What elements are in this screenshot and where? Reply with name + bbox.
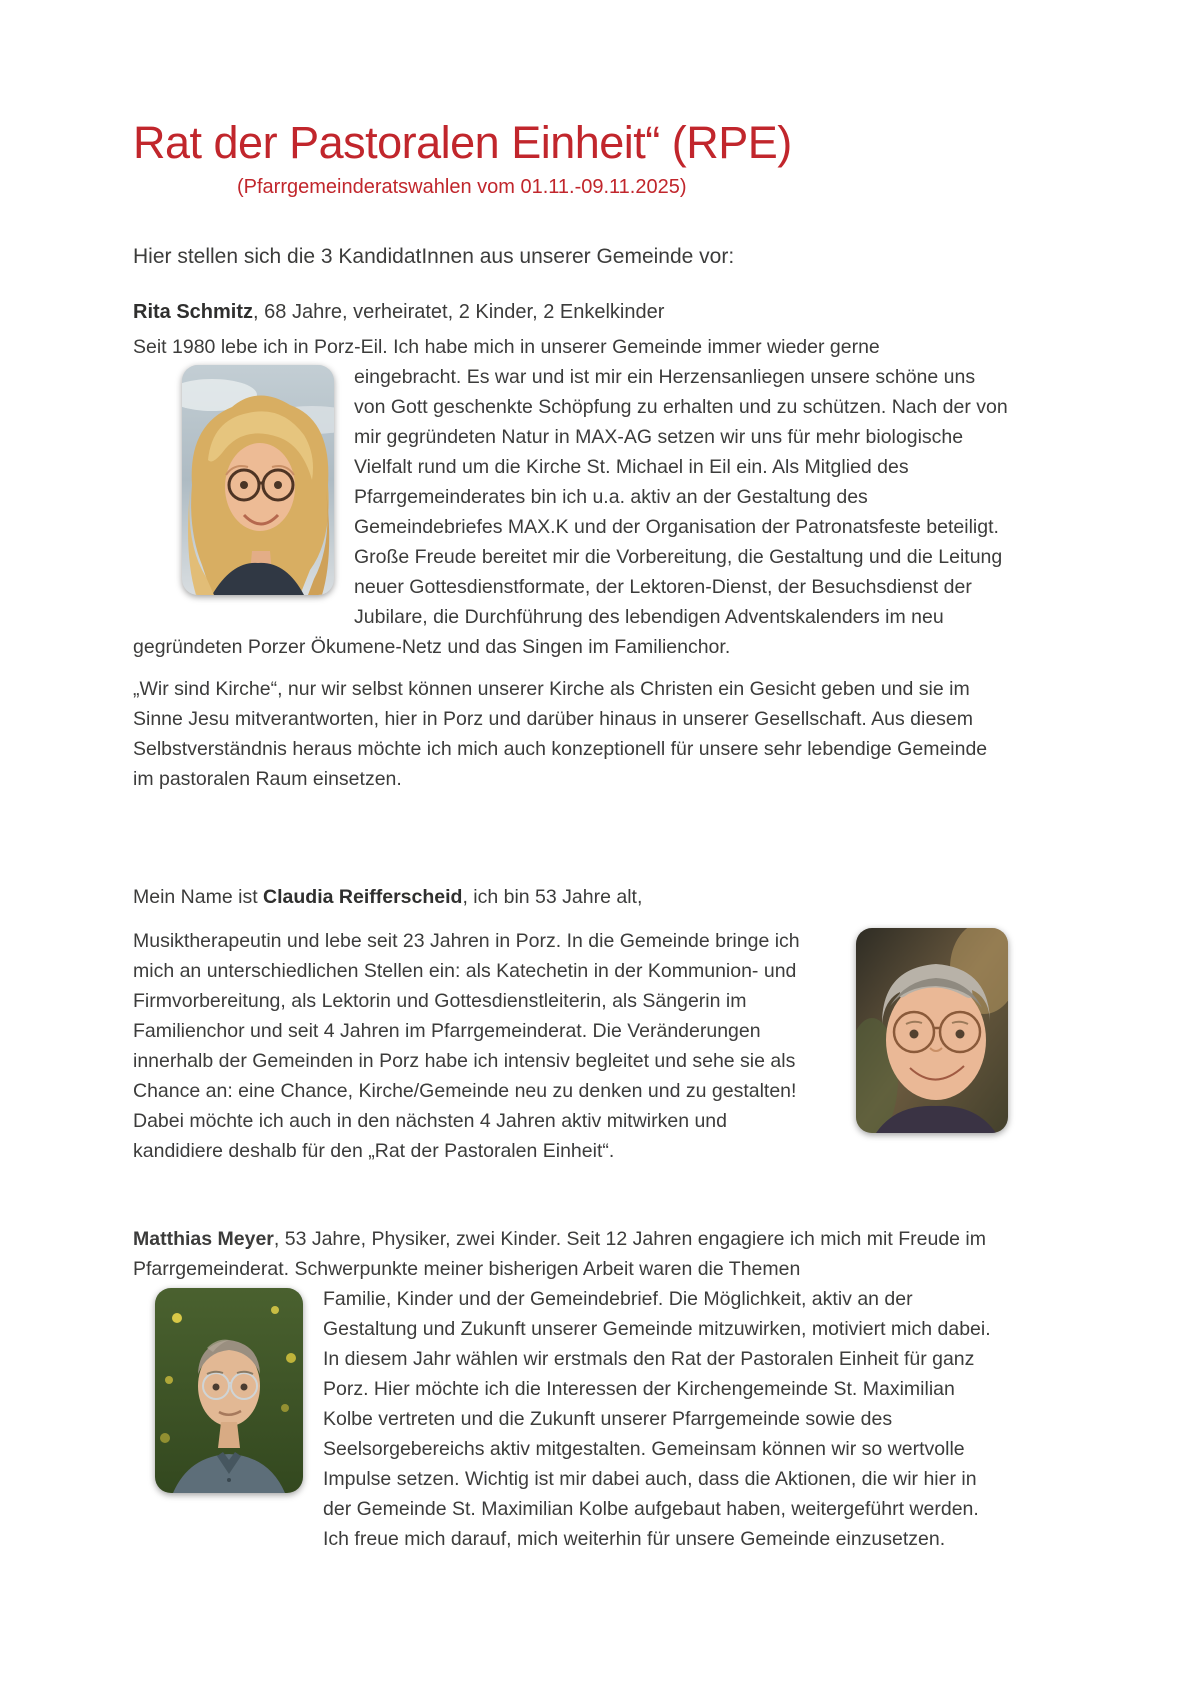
matthias-paragraph-main-text: Familie, Kinder und der Gemeindebrief. Die Möglichkeit, aktiv an der Gestaltung und Zukunft unserer Gemeinde mitzuwirken, motiviert mich dabei. In diesem Jahr wählen wir erstmals den Rat der Pastoralen Einheit für ganz Porz. Hier möchte ich die Interessen der Kirchengemeinde St. Maximilian Kolbe vertreten und die Zukunft unserer Pfarrgemeinde sowie des Seelsorgebereichs aktiv mitgestalten. Gemeinsam können wir so wertvolle Impulse setzen. Wichtig ist mir dabei auch, dass die Aktionen, die wir hier in der Gemeinde St. Maximilian Kolbe aufgebaut haben, weitergeführt werden. Ich freue mich darauf, mich weiterhin für unsere Gemeinde einzusetzen. bbox=[323, 1287, 991, 1550]
candidate-name-matthias: Matthias Meyer bbox=[133, 1227, 274, 1250]
candidate-name-rita: Rita Schmitz bbox=[133, 300, 254, 323]
candidate-details-rita: , 68 Jahre, verheiratet, 2 Kinder, 2 Enkelkinder bbox=[253, 300, 665, 323]
candidate-section-matthias bbox=[133, 1224, 1008, 1554]
candidate-section-rita bbox=[133, 301, 1008, 794]
intro-text: Hier stellen sich die 3 KandidatInnen aus unserer Gemeinde vor: bbox=[133, 244, 735, 268]
matthias-paragraph-main bbox=[133, 1284, 1008, 1554]
rita-paragraph-lead: Seit 1980 lebe ich in Porz-Eil. Ich habe mich in unserer Gemeinde immer wieder gerne bbox=[133, 335, 880, 358]
claudia-intro-prefix: Mein Name ist bbox=[133, 885, 264, 908]
claudia-intro-suffix: , ich bin 53 Jahre alt, bbox=[462, 885, 643, 908]
candidate-section-claudia bbox=[133, 882, 1008, 1166]
claudia-paragraph-main bbox=[133, 926, 1008, 1166]
candidate-details-matthias: , 53 Jahre, Physiker, zwei Kinder. Seit 12 Jahren engagiere ich mich mit Freude im Pfarrgemeinderat. Schwerpunkte meiner bisherigen Arbeit waren die Themen bbox=[133, 1227, 986, 1280]
candidate-name-claudia: Claudia Reifferscheid bbox=[263, 885, 463, 908]
candidate-heading-claudia bbox=[133, 882, 1008, 912]
rita-paragraph-2: „Wir sind Kirche“, nur wir selbst können unserer Kirche als Christen ein Gesicht geben und sie im Sinne Jesu mitverantworten, hier in Porz und darüber hinaus in unserer Gesellschaft. Aus diesem Selbstverständnis heraus möchte ich mich auch konzeptionell für unsere sehr lebendige Gemeinde im pastoralen Raum einsetzen. bbox=[133, 677, 988, 790]
matthias-meyer-photo bbox=[155, 1288, 303, 1493]
candidate-heading-matthias bbox=[133, 1224, 1008, 1284]
rita-schmitz-photo bbox=[182, 365, 334, 595]
page-subtitle: (Pfarrgemeinderatswahlen vom 01.11.-09.11.2025) bbox=[237, 175, 687, 198]
rita-paragraph-main bbox=[133, 362, 1008, 662]
rita-paragraph-main-text: eingebracht. Es war und ist mir ein Herzensanliegen unsere schöne uns von Gott geschenkte Schöpfung zu erhalten und zu schützen. Nach der von mir gegründeten Natur in MAX-AG setzen wir uns für mehr biologische Vielfalt rund um die Kirche St. Michael in Eil ein. Als Mitglied des Pfarrgemeinderates bin ich u.a. aktiv an der Gestaltung des Gemeindebriefes MAX.K und der Organisation der Patronatsfeste beteiligt. Große Freude bereitet mir die Vorbereitung, die Gestaltung und die Leitung neuer Gottesdienstformate, der Lektoren-Dienst, der Besuchsdienst der Jubilare, die Durchführung des lebendigen Adventskalenders im neu gegründeten Porzer Ökumene-Netz und das Singen im Familienchor. bbox=[133, 365, 1008, 658]
claudia-reifferscheid-photo bbox=[856, 928, 1008, 1133]
page-title: Rat der Pastoralen Einheit“ (RPE) bbox=[133, 117, 792, 168]
candidate-heading-rita bbox=[133, 301, 1008, 324]
claudia-paragraph-main-text: Musiktherapeutin und lebe seit 23 Jahren in Porz. In die Gemeinde bringe ich mich an unterschiedlichen Stellen ein: als Katechetin in der Kommunion- und Firmvorbereitung, als Lektorin und Gottesdienstleiterin, als Sängerin im Familienchor und seit 4 Jahren im Pfarrgemeinderat. Die Veränderungen innerhalb der Gemeinden in Porz habe ich intensiv begleitet und sehe sie als Chance an: eine Chance, Kirche/Gemeinde neu zu denken und zu gestalten! Dabei möchte ich auch in den nächsten 4 Jahren aktiv mitwirken und kandidiere deshalb für den „Rat der Pastoralen Einheit“. bbox=[133, 929, 800, 1162]
